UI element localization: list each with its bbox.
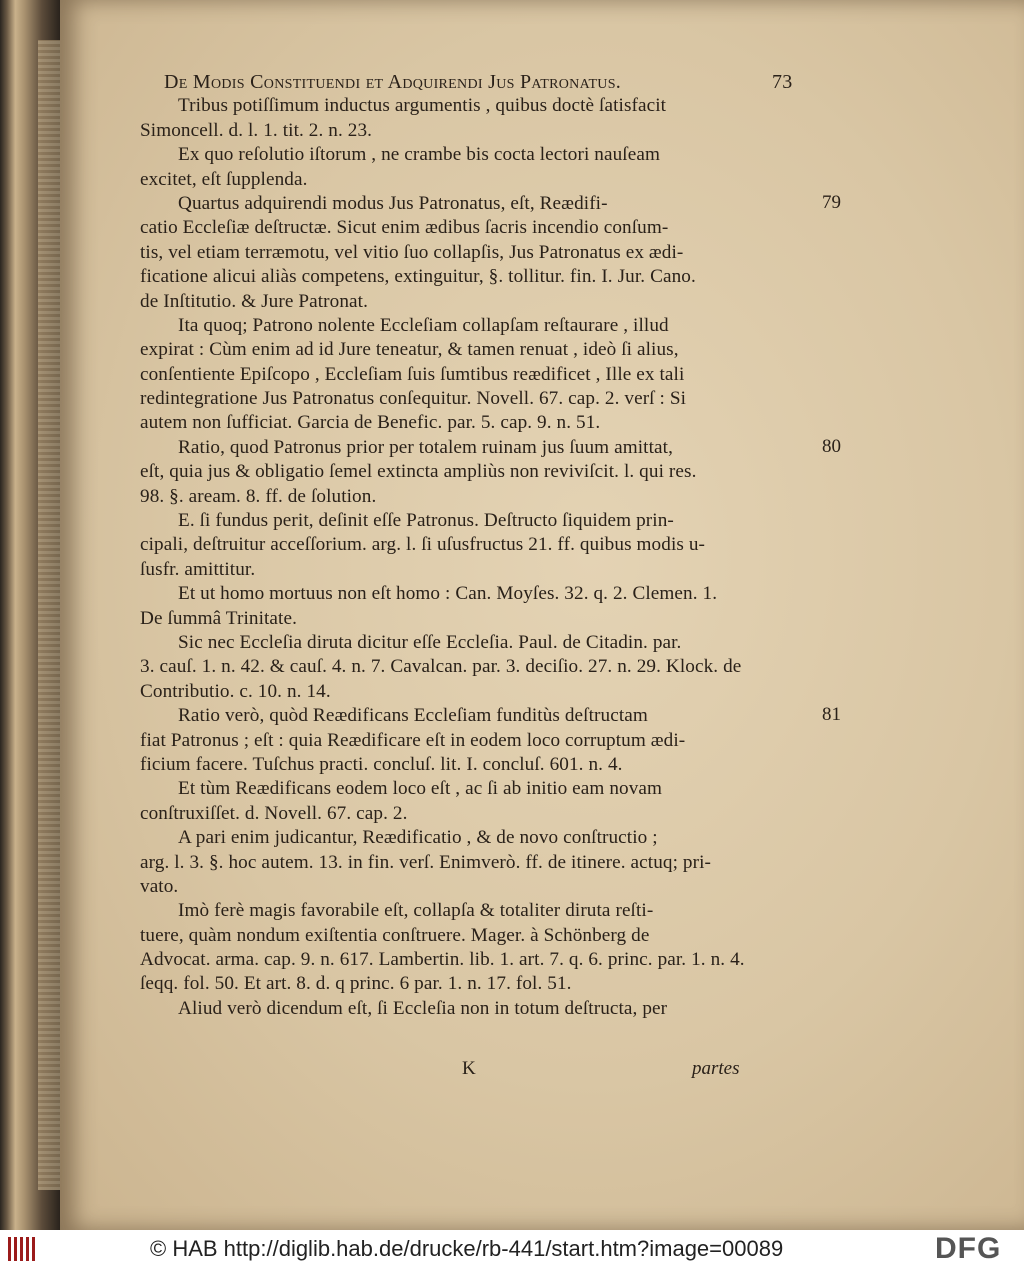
catchword: partes [692,1058,740,1079]
text-line: tis, vel etiam terræmotu, vel vitio ſuo collapſis, Jus Patronatus ex ædi- [140,241,684,263]
text-line: ficium facere. Tuſchus practi. concluſ. lit. I. concluſ. 601. n. 4. [140,753,623,775]
text-line: Et tùm Reædificans eodem loco eſt , ac ſi ab initio eam novam [178,778,663,800]
text-line: tuere, quàm nondum exiſtentia conſtruere. Mager. à Schönberg de [140,924,650,946]
text-line: Imò ferè magis favorabile eſt, collapſa & totaliter diruta reſti- [178,900,654,922]
text-line: conſtruxiſſet. d. Novell. 67. cap. 2. [140,802,408,824]
text-line: vato. [140,875,179,897]
text-line: Simoncell. d. l. 1. tit. 2. n. 23. [140,119,373,141]
text-line: Ratio verò, quòd Reædificans Eccleſiam funditùs deſtructam [178,705,648,727]
text-line: ſusfr. amittitur. [140,558,256,580]
text-line: Quartus adquirendi modus Jus Patronatus, eſt, Reædifi- [178,192,608,214]
body-lines [140,94,860,1021]
text-line: cipali, deſtruitur acceſſorium. arg. l. ſi uſusfructus 21. ff. quibus modis u- [140,534,706,556]
text-line: fiat Patronus ; eſt : quia Reædificare eſt in eodem loco corruptum ædi- [140,729,686,751]
text-line: Et ut homo mortuus non eſt homo : Can. Moyſes. 32. q. 2. Clemen. 1. [178,583,718,605]
text-line: catio Eccleſiæ deſtructæ. Sicut enim ædibus ſacris incendio conſum- [140,217,669,239]
text-line: Ratio, quod Patronus prior per totalem ruinam jus ſuum amittat, [178,436,673,458]
text-line: excitet, eſt ſupplenda. [140,168,308,190]
margin-number: 79 [822,192,841,213]
copyright-link[interactable]: © HAB http://diglib.hab.de/drucke/rb-441/start.htm?image=00089 [150,1236,784,1261]
text-line: autem non ſufficiat. Garcia de Benefic. par. 5. cap. 9. n. 51. [140,412,601,434]
text-line: ſeqq. fol. 50. Et art. 8. d. q princ. 6 par. 1. n. 17. fol. 51. [140,973,572,995]
text-line: Sic nec Eccleſia diruta dicitur eſſe Eccleſia. Paul. de Citadin. par. [178,631,682,653]
page-text [140,70,860,1021]
text-line: Ita quoq; Patrono nolente Eccleſiam collapſam reſtaurare , illud [178,314,669,336]
text-line: Tribus potiſſimum inductus argumentis , quibus doctè ſatisfacit [178,95,667,117]
text-line: 98. §. aream. 8. ff. de ſolution. [140,485,377,507]
dfg-logo: DFG [935,1232,1002,1265]
margin-number: 80 [822,436,841,457]
text-line: arg. l. 3. §. hoc autem. 13. in fin. verſ. Enimverò. ff. de itinere. actuq; pri- [140,851,712,873]
text-line: Ex quo reſolutio iſtorum , ne crambe bis cocta lectori nauſeam [178,144,660,166]
text-line: de Inſtitutio. & Jure Patronat. [140,290,368,312]
text-line: redintegratione Jus Patronatus conſequitur. Novell. 67. cap. 2. verſ : Si [140,388,687,410]
page-number: 73 [772,71,793,93]
header-text: De Modis Constituendi et Adquirendi Jus Patronatus. [164,71,622,93]
running-header [140,70,860,94]
text-line: E. ſi fundus perit, deſinit eſſe Patronus. Deſtructo ſiquidem prin- [178,510,674,532]
text-line: Contributio. c. 10. n. 14. [140,680,331,702]
book-page [60,0,1024,1230]
text-line: Advocat. arma. cap. 9. n. 617. Lambertin. lib. 1. art. 7. q. 6. princ. par. 1. n. 4. [140,949,745,971]
page-edges [38,40,62,1190]
margin-number: 81 [822,704,841,726]
text-line: Aliud verò dicendum eſt, ſi Eccleſia non in totum deſtructa, per [178,997,668,1019]
text-line: De ſummâ Trinitate. [140,607,297,629]
text-line: ficatione alicui aliàs competens, extinguitur, §. tollitur. fin. I. Jur. Cano. [140,266,696,288]
text-line: eſt, quia jus & obligatio ſemel extincta ampliùs non reviviſcit. l. qui res. [140,461,697,483]
hab-logo-icon [6,1233,36,1265]
text-line: A pari enim judicantur, Reædificatio , & de novo conſtructio ; [178,827,658,849]
text-line: 3. cauſ. 1. n. 42. & cauſ. 4. n. 7. Cavalcan. par. 3. deciſio. 27. n. 29. Klock. de [140,656,742,678]
footer-bar [0,1230,1024,1268]
text-line: conſentiente Epiſcopo , Eccleſiam ſuis ſumtibus reædificet , Ille ex tali [140,363,685,385]
signature-mark: K [462,1058,476,1079]
text-line: expirat : Cùm enim ad id Jure teneatur, & tamen renuat , ideò ſi alius, [140,339,679,361]
